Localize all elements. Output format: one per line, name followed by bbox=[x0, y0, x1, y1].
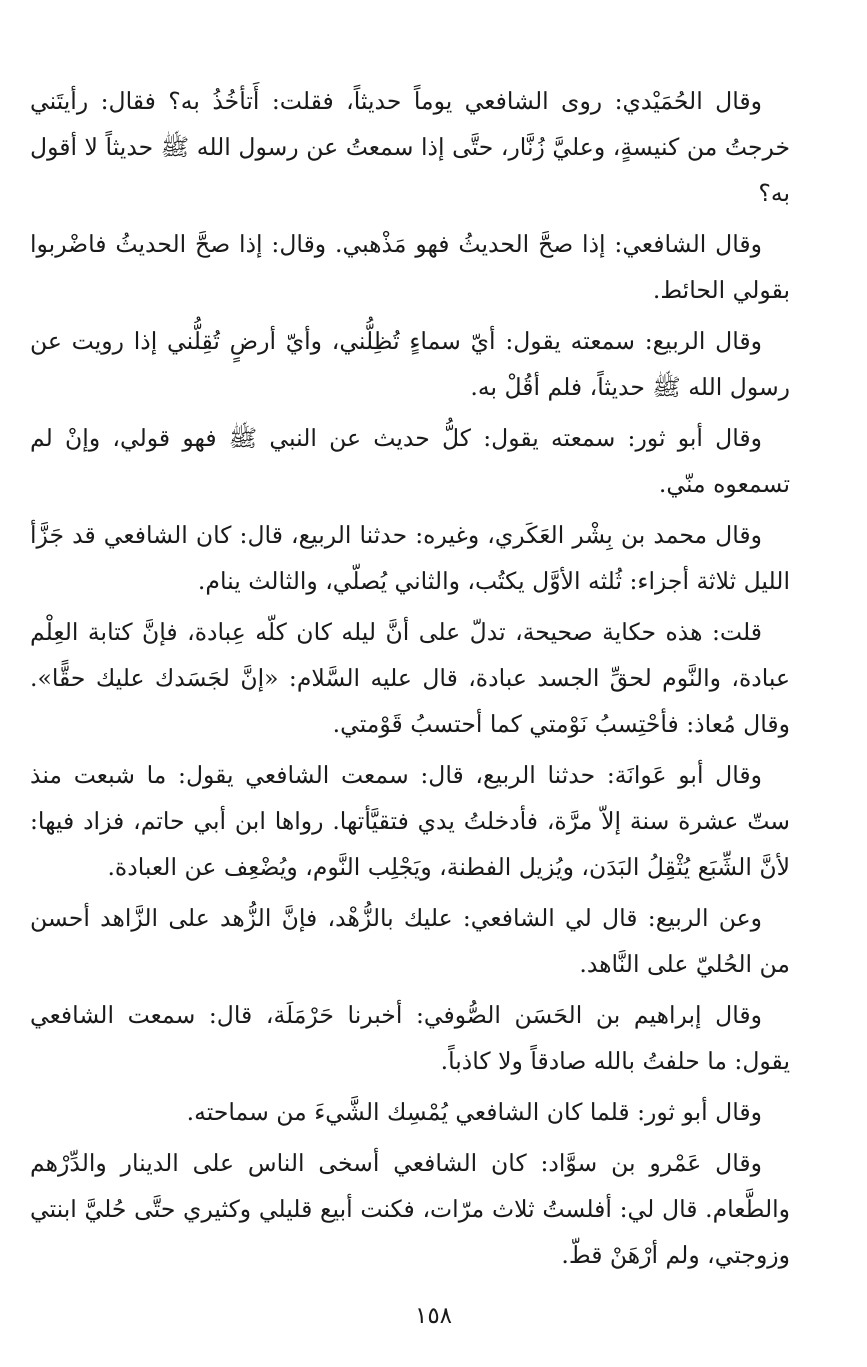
paragraph-abu-awana: وقال أبو عَوانَة: حدثنا الربيع، قال: سمعت الشافعي يقول: ما شبعت منذ ستّ عشرة سنة إلاّ مرَّة، فأدخلتُ يدي فتقيَّأتها. رواها ابن أبي حاتم، فزاد فيها: لأنَّ الشِّبَع يُثْقِلُ البَدَن، ويُزيل الفطنة، ويَجْلِب النَّوم، ويُضْعِف عن العبادة. bbox=[30, 761, 790, 881]
page-number: ١٥٨ bbox=[414, 1303, 453, 1329]
paragraph-shafii-hadith: وقال الشافعي: إذا صحَّ الحديثُ فهو مَذْهبي. وقال: إذا صحَّ الحديثُ فاضْربوا بقولي الحائط. bbox=[30, 230, 790, 304]
paragraph-ibn-bishr: وقال محمد بن بِشْر العَكَري، وغيره: حدثنا الربيع، قال: كان الشافعي قد جَزَّأ الليل ثلاثة أجزاء: ثُلثه الأوَّل يكتُب، والثاني يُصلّي، والثالث ينام. bbox=[30, 521, 790, 595]
paragraph-commentary: قلت: هذه حكاية صحيحة، تدلّ على أنَّ ليله كان كلّه عِبادة، فإنَّ كتابة العِلْم عبادة، والنَّوم لحقِّ الجسد عبادة، قال عليه السَّلام: «إنَّ لجَسَدك عليك حقًّا». وقال مُعاذ: فأحْتِسبُ نَوْمتي كما أحتسبُ قَوْمتي. bbox=[30, 618, 790, 738]
paragraph-zuhd: وعن الربيع: قال لي الشافعي: عليك بالزُّهْد، فإنَّ الزُّهد على الزَّاهد أحسن من الحُليّ على النَّاهد. bbox=[30, 904, 790, 978]
paragraph-abu-thawr-2: وقال أبو ثور: قلما كان الشافعي يُمْسِك الشَّيءَ من سماحته. bbox=[186, 1098, 762, 1126]
paragraph-rabi: وقال الربيع: سمعته يقول: أيّ سماءٍ تُظِلُّني، وأيّ أرضٍ تُقِلُّني إذا رويت عن رسول الله ﷺ حديثاً، فلم أقُلْ به. bbox=[30, 327, 790, 401]
paragraph-amr-sawwad: وقال عَمْرو بن سوَّاد: كان الشافعي أسخى الناس على الدينار والدِّرْهم والطَّعام. قال لي: أفلستُ ثلاث مرّات، فكنت أبيع قليلي وكثيري حتَّى حُليَّ ابنتي وزوجتي، ولم أرْهَنْ قطّ. bbox=[30, 1149, 790, 1269]
paragraph-abu-thawr-1: وقال أبو ثور: سمعته يقول: كلُّ حديث عن النبي ﷺ فهو قولي، وإنْ لم تسمعوه منّي. bbox=[30, 424, 790, 498]
paragraph-humaydi: وقال الحُمَيْدي: روى الشافعي يوماً حديثاً، فقلت: أَتأخُذُ به؟ فقال: رأيتَني خرجتُ من كنيسةٍ، وعليَّ زُنَّار، حتَّى إذا سمعتُ عن رسول الله ﷺ حديثاً لا أقول به؟ bbox=[30, 87, 790, 207]
paragraph-ibrahim-sufi: وقال إبراهيم بن الحَسَن الصُّوفي: أخبرنا حَرْمَلَة، قال: سمعت الشافعي يقول: ما حلفتُ بالله صادقاً ولا كاذباً. bbox=[30, 1001, 790, 1075]
page-body bbox=[30, 78, 790, 1283]
